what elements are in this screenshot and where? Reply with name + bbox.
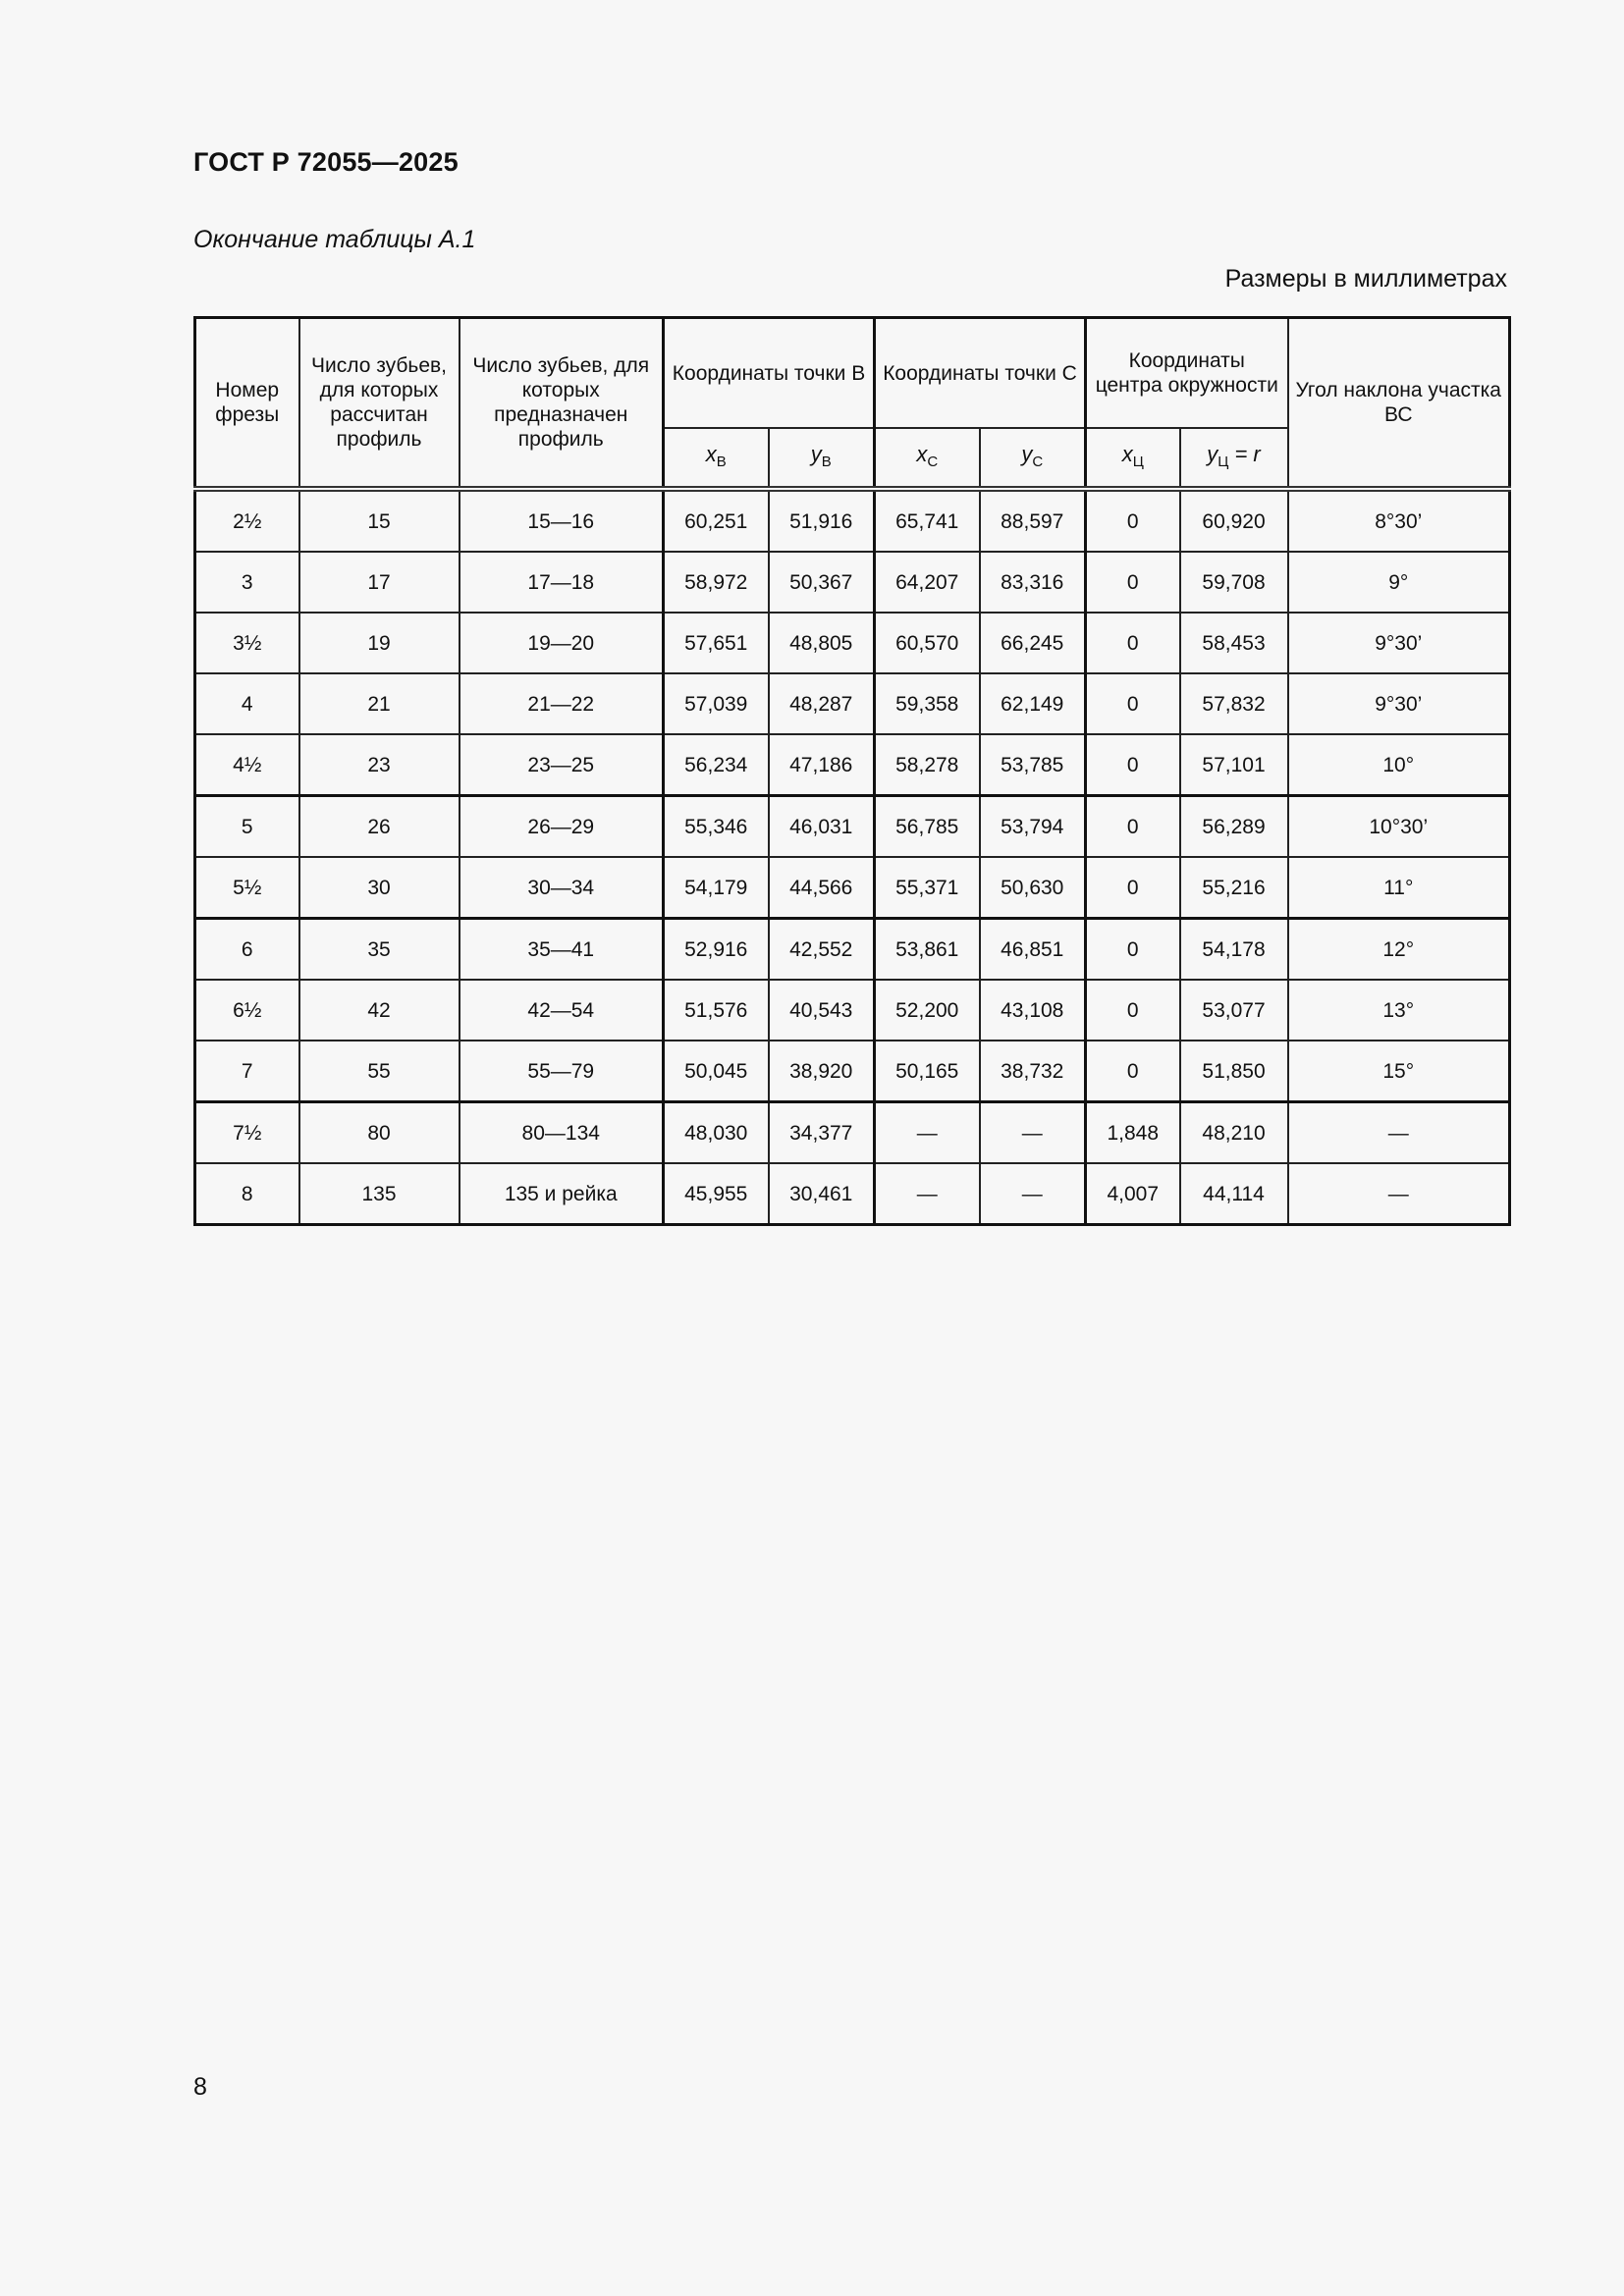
cell-x0: 0 (1086, 919, 1180, 981)
table-row (195, 613, 1510, 673)
cell-y0: 56,289 (1180, 796, 1288, 858)
cell-y0: 55,216 (1180, 857, 1288, 919)
cell-num: 7½ (195, 1102, 299, 1164)
subheader-y-center: $y_Ц = r$ (1180, 428, 1288, 489)
cell-xc: 55,371 (875, 857, 980, 919)
cell-num: 4½ (195, 734, 299, 796)
cell-z: 80 (299, 1102, 460, 1164)
cell-xc: 60,570 (875, 613, 980, 673)
cell-xc: 59,358 (875, 673, 980, 734)
cell-zr: 80—134 (460, 1102, 664, 1164)
cell-yb: 48,287 (769, 673, 875, 734)
table-row (195, 1041, 1510, 1102)
cell-ang: 9°30’ (1288, 673, 1510, 734)
header-angle-bc: Угол наклона участка ВС (1288, 318, 1510, 490)
cell-yb: 34,377 (769, 1102, 875, 1164)
table-row (195, 489, 1510, 552)
cell-yb: 38,920 (769, 1041, 875, 1102)
header-teeth-intended: Число зубьев, для которых предназначен профиль (460, 318, 664, 490)
cell-x0: 1,848 (1086, 1102, 1180, 1164)
cell-xc: 53,861 (875, 919, 980, 981)
cell-yc: 43,108 (980, 980, 1086, 1041)
subheader-yc: $y_С$ (980, 428, 1086, 489)
subheader-yb: $y_В$ (769, 428, 875, 489)
cell-xc: 65,741 (875, 489, 980, 552)
table-row (195, 673, 1510, 734)
cell-num: 6 (195, 919, 299, 981)
cell-ang: 11° (1288, 857, 1510, 919)
cell-num: 3 (195, 552, 299, 613)
cell-xb: 60,251 (664, 489, 769, 552)
cell-ang: 12° (1288, 919, 1510, 981)
cell-xb: 51,576 (664, 980, 769, 1041)
cell-num: 8 (195, 1163, 299, 1225)
units-note: Размеры в миллиметрах (1224, 265, 1507, 293)
cell-yb: 48,805 (769, 613, 875, 673)
cell-x0: 0 (1086, 673, 1180, 734)
subheader-xc: $x_С$ (875, 428, 980, 489)
cell-zr: 35—41 (460, 919, 664, 981)
cell-yb: 51,916 (769, 489, 875, 552)
cell-y0: 53,077 (1180, 980, 1288, 1041)
cell-xb: 52,916 (664, 919, 769, 981)
table-row (195, 919, 1510, 981)
cell-z: 42 (299, 980, 460, 1041)
subheader-xb: $x_В$ (664, 428, 769, 489)
table-row (195, 980, 1510, 1041)
cell-xc: 58,278 (875, 734, 980, 796)
cell-yc: 46,851 (980, 919, 1086, 981)
cell-ang: 10°30’ (1288, 796, 1510, 858)
cell-yb: 47,186 (769, 734, 875, 796)
cell-x0: 0 (1086, 489, 1180, 552)
cell-yc: — (980, 1163, 1086, 1225)
cell-xb: 55,346 (664, 796, 769, 858)
cell-xb: 50,045 (664, 1041, 769, 1102)
cell-x0: 0 (1086, 796, 1180, 858)
table-row (195, 1163, 1510, 1225)
cell-x0: 0 (1086, 1041, 1180, 1102)
cell-yc: 66,245 (980, 613, 1086, 673)
cell-num: 3½ (195, 613, 299, 673)
cell-zr: 26—29 (460, 796, 664, 858)
cell-xc: 64,207 (875, 552, 980, 613)
cell-num: 4 (195, 673, 299, 734)
cell-z: 21 (299, 673, 460, 734)
page-number: 8 (193, 2073, 207, 2101)
cell-yc: 53,794 (980, 796, 1086, 858)
cell-z: 17 (299, 552, 460, 613)
cell-yb: 42,552 (769, 919, 875, 981)
cell-x0: 0 (1086, 552, 1180, 613)
table-row (195, 796, 1510, 858)
cell-z: 135 (299, 1163, 460, 1225)
cell-y0: 51,850 (1180, 1041, 1288, 1102)
header-circle-center: Координаты центра окружности (1086, 318, 1288, 429)
cell-x0: 4,007 (1086, 1163, 1180, 1225)
cell-xb: 48,030 (664, 1102, 769, 1164)
cell-y0: 58,453 (1180, 613, 1288, 673)
cell-yc: 62,149 (980, 673, 1086, 734)
cell-yb: 50,367 (769, 552, 875, 613)
cell-z: 55 (299, 1041, 460, 1102)
cell-x0: 0 (1086, 613, 1180, 673)
cell-ang: 15° (1288, 1041, 1510, 1102)
cell-zr: 30—34 (460, 857, 664, 919)
cell-ang: 9° (1288, 552, 1510, 613)
cell-z: 35 (299, 919, 460, 981)
cell-num: 5 (195, 796, 299, 858)
cell-xc: — (875, 1102, 980, 1164)
mill-profile-table (193, 316, 1511, 1226)
cell-y0: 60,920 (1180, 489, 1288, 552)
cell-zr: 19—20 (460, 613, 664, 673)
cell-y0: 54,178 (1180, 919, 1288, 981)
document-standard-title: ГОСТ Р 72055—2025 (193, 147, 459, 177)
cell-xb: 57,039 (664, 673, 769, 734)
cell-zr: 55—79 (460, 1041, 664, 1102)
cell-x0: 0 (1086, 734, 1180, 796)
cell-xc: — (875, 1163, 980, 1225)
cell-xb: 45,955 (664, 1163, 769, 1225)
cell-yb: 40,543 (769, 980, 875, 1041)
cell-yc: 53,785 (980, 734, 1086, 796)
cell-xc: 52,200 (875, 980, 980, 1041)
cell-num: 6½ (195, 980, 299, 1041)
cell-num: 7 (195, 1041, 299, 1102)
cell-ang: — (1288, 1102, 1510, 1164)
table-row (195, 857, 1510, 919)
cell-zr: 17—18 (460, 552, 664, 613)
cell-z: 26 (299, 796, 460, 858)
table-row (195, 734, 1510, 796)
cell-xb: 54,179 (664, 857, 769, 919)
table-continuation-caption: Окончание таблицы А.1 (193, 226, 476, 253)
header-point-c: Координаты точки С (875, 318, 1086, 429)
cell-yb: 46,031 (769, 796, 875, 858)
cell-num: 5½ (195, 857, 299, 919)
cell-y0: 48,210 (1180, 1102, 1288, 1164)
cell-zr: 23—25 (460, 734, 664, 796)
cell-xc: 56,785 (875, 796, 980, 858)
cell-ang: 8°30’ (1288, 489, 1510, 552)
cell-xb: 56,234 (664, 734, 769, 796)
header-mill-number: Номер фрезы (195, 318, 299, 490)
cell-y0: 57,101 (1180, 734, 1288, 796)
cell-zr: 15—16 (460, 489, 664, 552)
cell-ang: — (1288, 1163, 1510, 1225)
cell-y0: 59,708 (1180, 552, 1288, 613)
cell-yb: 30,461 (769, 1163, 875, 1225)
cell-yc: 88,597 (980, 489, 1086, 552)
cell-xb: 57,651 (664, 613, 769, 673)
cell-ang: 13° (1288, 980, 1510, 1041)
cell-y0: 44,114 (1180, 1163, 1288, 1225)
table-row (195, 552, 1510, 613)
cell-zr: 21—22 (460, 673, 664, 734)
cell-yc: 38,732 (980, 1041, 1086, 1102)
cell-ang: 9°30’ (1288, 613, 1510, 673)
cell-z: 15 (299, 489, 460, 552)
cell-z: 19 (299, 613, 460, 673)
cell-num: 2½ (195, 489, 299, 552)
header-point-b: Координаты точки В (664, 318, 875, 429)
cell-z: 30 (299, 857, 460, 919)
cell-zr: 42—54 (460, 980, 664, 1041)
cell-z: 23 (299, 734, 460, 796)
table-row (195, 1102, 1510, 1164)
cell-x0: 0 (1086, 980, 1180, 1041)
cell-zr: 135 и рейка (460, 1163, 664, 1225)
cell-xb: 58,972 (664, 552, 769, 613)
header-teeth-calculated: Число зубьев, для которых рассчитан профиль (299, 318, 460, 490)
cell-xc: 50,165 (875, 1041, 980, 1102)
cell-y0: 57,832 (1180, 673, 1288, 734)
subheader-x-center: $x_Ц$ (1086, 428, 1180, 489)
cell-x0: 0 (1086, 857, 1180, 919)
cell-yc: 83,316 (980, 552, 1086, 613)
cell-yb: 44,566 (769, 857, 875, 919)
cell-ang: 10° (1288, 734, 1510, 796)
cell-yc: 50,630 (980, 857, 1086, 919)
cell-yc: — (980, 1102, 1086, 1164)
